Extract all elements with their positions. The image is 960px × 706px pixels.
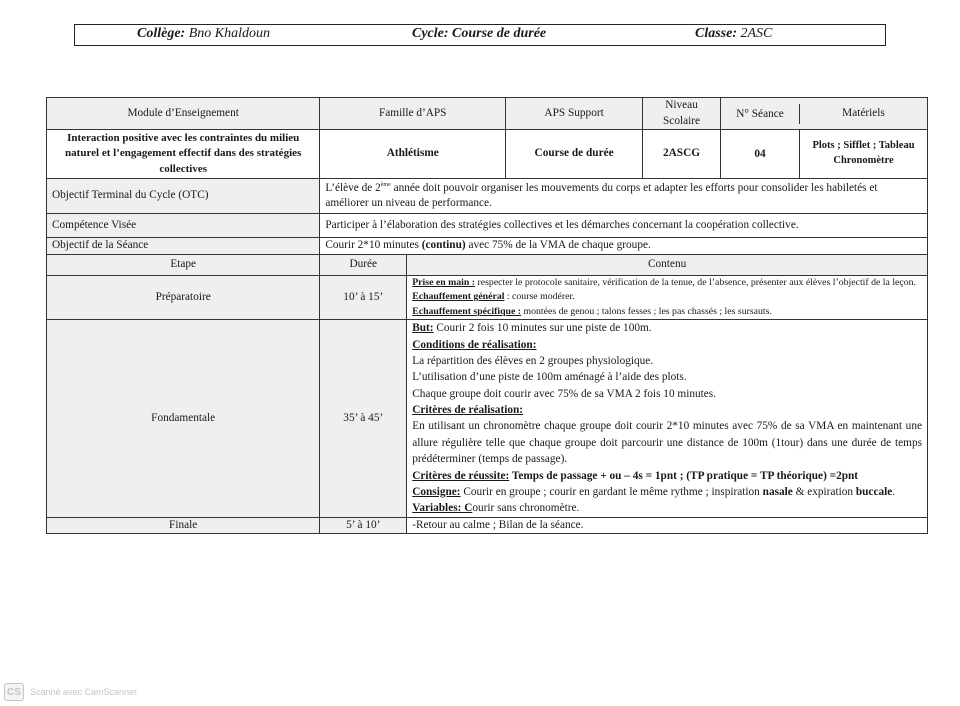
consigne-bold-1: nasale: [762, 485, 793, 498]
objectif-seance-row: [47, 238, 928, 255]
condition-item: La répartition des élèves en 2 groupes physiologique.: [412, 354, 654, 367]
objectif-text-pre: Courir 2*10 minutes: [325, 239, 422, 252]
col-header-niveau: Niveau Scolaire: [643, 98, 721, 130]
col-header-seance: N° Séance: [721, 104, 800, 124]
consigne-label: Consigne:: [412, 485, 461, 498]
finale-contenu: -Retour au calme ; Bilan de la séance.: [407, 517, 928, 534]
steps-header-row: [47, 254, 928, 275]
prise-label: Prise en main :: [412, 276, 476, 288]
condition-item: L’utilisation d’une piste de 100m aménagé à l’aide des plots.: [412, 371, 687, 384]
competence-row: [47, 214, 928, 238]
col-header-seance-materiels: [721, 98, 928, 130]
consigne-text-1: Courir en groupe ; courir en gardant le même rythme ; inspiration: [460, 485, 763, 498]
seance-materiels-cell: [721, 130, 928, 179]
criteres-reussite-label: Critères de réussite:: [412, 469, 510, 482]
fondamentale-contenu: [407, 320, 928, 518]
general-text: : course modérer.: [504, 291, 575, 303]
materiels-line-2: Chronomètre: [833, 155, 894, 167]
camscanner-watermark: [4, 683, 137, 701]
objectif-text-post: avec 75% de la VMA de chaque groupe.: [465, 239, 651, 252]
seance-value: 04: [721, 130, 800, 178]
but-text: Courir 2 fois 10 minutes sur une piste de 100m.: [433, 322, 652, 335]
variables-label: Variables: C: [412, 502, 473, 515]
aps-support-value: Course de durée: [506, 130, 643, 179]
classe-label: Classe:: [695, 26, 737, 41]
steps-header-contenu: Contenu: [407, 254, 928, 275]
col-header-module: Module d’Enseignement: [47, 98, 320, 130]
camscanner-logo-icon: CS: [4, 683, 24, 701]
table-header-row: [47, 98, 928, 130]
otc-text-sup: ème: [380, 181, 391, 188]
document-header: [74, 24, 886, 46]
but-label: But:: [412, 322, 434, 335]
niveau-value: 2ASCG: [643, 130, 721, 179]
criteres-realisation-text: En utilisant un chronomètre chaque groupe doit courir 2*10 minutes avec 75% de sa VMA en maintenant une allure régulière telle que chaque groupe doit parcourir une distance de 100m (1tour) dans une durée de temps prédéterminer (temps de passage).: [412, 420, 922, 466]
competence-label: Compétence Visée: [47, 214, 320, 238]
camscanner-text: Scanné avec CamScanner: [30, 687, 138, 697]
module-value: Interaction positive avec les contraintes du milieu naturel et l’engagement effectif dans des stratégies collectives: [47, 130, 320, 179]
criteres-realisation-label: Critères de réalisation:: [412, 404, 524, 417]
specifique-text: montées de genou ; talons fesses ; les pas chassés ; les sursauts.: [521, 305, 772, 317]
prise-text: respecter le protocole sanitaire, vérification de la tenue, de l’absence, présenter aux élèves l’objectif de la leçon.: [475, 276, 916, 288]
college-value: Bno Khaldoun: [188, 26, 270, 41]
lesson-plan-table: [46, 97, 928, 534]
famille-value: Athlétisme: [320, 130, 506, 179]
consigne-bold-2: buccale: [855, 485, 893, 498]
cycle-value: Course de durée: [452, 26, 547, 41]
preparatoire-etape: Préparatoire: [47, 275, 320, 319]
objectif-seance-text: [320, 238, 928, 255]
cycle-label: Cycle:: [412, 26, 449, 41]
condition-item: Chaque groupe doit courir avec 75% de sa VMA 2 fois 10 minutes.: [412, 387, 717, 400]
conditions-label: Conditions de réalisation:: [412, 338, 537, 351]
materiels-line-1: Plots ; Sifflet ; Tableau: [812, 140, 915, 152]
col-header-famille: Famille d’APS: [320, 98, 506, 130]
preparatoire-duree: 10’ à 15’: [320, 275, 407, 319]
fondamentale-etape: Fondamentale: [47, 320, 320, 518]
cycle-field: [412, 26, 546, 42]
criteres-reussite-text: Temps de passage + ou – 4s = 1pnt ; (TP pratique = TP théorique) =2pnt: [509, 469, 859, 482]
consigne-text-3: .: [892, 485, 896, 498]
col-header-aps-support: APS Support: [506, 98, 643, 130]
classe-field: [695, 26, 772, 42]
module-row: [47, 130, 928, 179]
otc-text-post: année doit pouvoir organiser les mouvements du corps et adapter les efforts pour consolider les habiletés et améliorer un niveau de performance.: [325, 181, 878, 210]
materiels-value: [800, 139, 927, 168]
general-label: Echauffement général: [412, 291, 505, 303]
otc-label: Objectif Terminal du Cycle (OTC): [47, 179, 320, 214]
fondamentale-row: [47, 320, 928, 518]
otc-text-pre: L’élève de 2: [325, 181, 381, 194]
otc-text: [320, 179, 928, 214]
competence-text: Participer à l’élaboration des stratégies collectives et les démarches concernant la coopération collective.: [320, 214, 928, 238]
variables-text: ourir sans chronomètre.: [472, 502, 580, 515]
finale-row: [47, 517, 928, 534]
steps-header-duree: Durée: [320, 254, 407, 275]
objectif-text-bold: (continu): [421, 239, 466, 252]
college-label: Collège:: [137, 26, 186, 41]
finale-etape: Finale: [47, 517, 320, 534]
consigne-text-2: & expiration: [792, 485, 856, 498]
college-field: [137, 26, 270, 42]
preparatoire-row: [47, 275, 928, 319]
classe-value: 2ASC: [740, 26, 773, 41]
fondamentale-duree: 35’ à 45’: [320, 320, 407, 518]
col-header-materiels: Matériels: [842, 106, 885, 119]
specifique-label: Echauffement spécifique :: [412, 305, 522, 317]
objectif-seance-label: Objectif de la Séance: [47, 238, 320, 255]
preparatoire-contenu: [407, 275, 928, 319]
steps-header-etape: Etape: [47, 254, 320, 275]
otc-row: [47, 179, 928, 214]
finale-duree: 5’ à 10’: [320, 517, 407, 534]
